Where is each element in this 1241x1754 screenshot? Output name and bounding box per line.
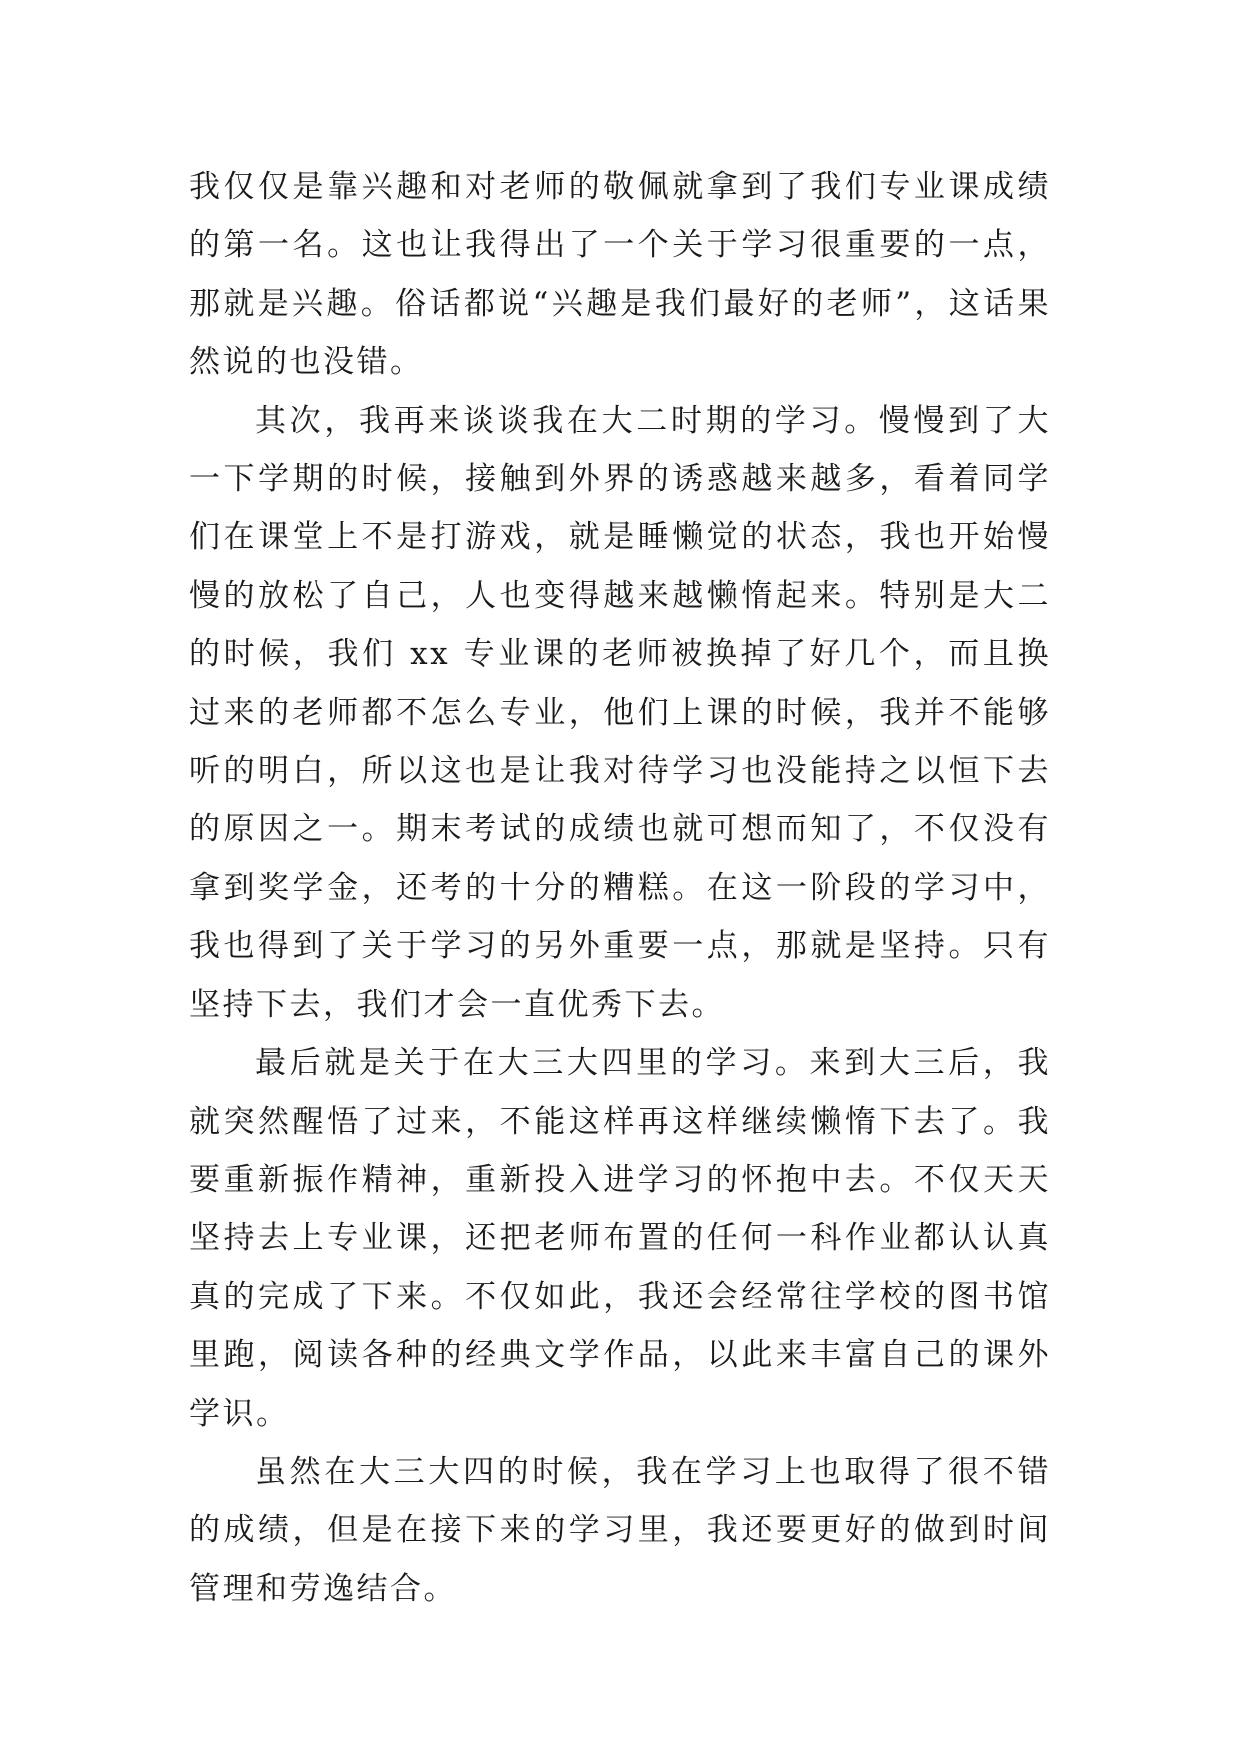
paragraph-2: 其次，我再来谈谈我在大二时期的学习。慢慢到了大一下学期的时候，接触到外界的诱惑越来越多，看着同学们在课堂上不是打游戏，就是睡懒觉的状态，我也开始慢慢的放松了自己，人也变得越来越懒惰起来。特别是大二的时候，我们 xx 专业课的老师被换掉了好几个，而且换过来的老师都不怎么专业，他们上课的时候，我并不能够听的明白，所以这也是让我对待学习也没能持之以恒下去的原因之一。期末考试的成绩也就可想而知了，不仅没有拿到奖学金，还考的十分的糟糕。在这一阶段的学习中，我也得到了关于学习的另外重要一点，那就是坚持。只有坚持下去，我们才会一直优秀下去。 xyxy=(189,402,1051,1023)
paragraph-1: 我仅仅是靠兴趣和对老师的敬佩就拿到了我们专业课成绩的第一名。这也让我得出了一个关于学习很重要的一点，那就是兴趣。俗话都说“兴趣是我们最好的老师”，这话果然说的也没错。 xyxy=(189,169,1051,381)
paragraph-4: 虽然在大三大四的时候，我在学习上也取得了很不错的成绩，但是在接下来的学习里，我还要更好的做到时间管理和劳逸结合。 xyxy=(189,1453,1051,1607)
document-body xyxy=(189,158,1051,1618)
paragraph-3: 最后就是关于在大三大四里的学习。来到大三后，我就突然醒悟了过来，不能这样再这样继续懒惰下去了。我要重新振作精神，重新投入进学习的怀抱中去。不仅天天坚持去上专业课，还把老师布置的任何一科作业都认认真真的完成了下来。不仅如此，我还会经常往学校的图书馆里跑，阅读各种的经典文学作品，以此来丰富自己的课外学识。 xyxy=(189,1045,1051,1432)
